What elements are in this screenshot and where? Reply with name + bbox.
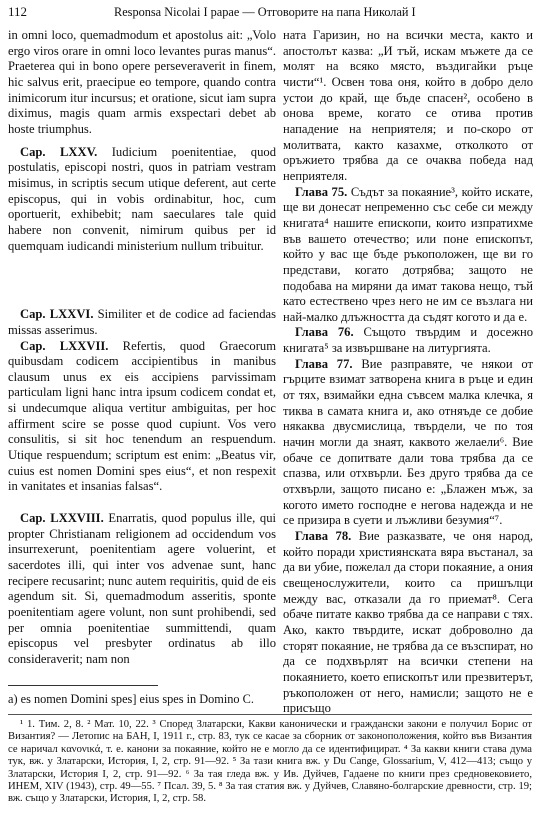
latin-chapter-75-heading: Cap. LXXV. xyxy=(20,144,98,159)
bulgarian-chapter-75-text: Съдът за покаяние³, който искате, ще ви донесат непременно със себе си между книгата⁴ нашите епископи, които изпратихме във вашето отечество; или поне епископът, който у вас ще бъде ръкоположен, ще ви го представи, когато дотрябва; защото не подобава на миряни да имат такова нещо, тъй като естествено чрез него не им се възлага ни най-малко длъжността да съдят когото и да е. xyxy=(283,184,533,324)
critical-apparatus-note: a) es nomen Domini spes] eius spes in Domino C. xyxy=(8,692,254,706)
latin-column xyxy=(8,28,276,668)
bulgarian-chapter-76-text: Същото твърдим и досежно книгата⁵ за извършване на литургията. xyxy=(283,325,533,356)
bulgarian-chapter-77-heading: Глава 77. xyxy=(295,356,353,371)
footnote-separator xyxy=(8,714,532,715)
footnote-block: ¹ 1. Тим. 2, 8. ² Мат. 10, 22. ³ Според Златарски, Какви канонически и граждански закони е получил Борис от Византия? — Летопис на БАН, I, 1911 г., стр. 83, тук се касае за сборник от законоположения, който във Византия се наричал κανονικά, т. е. канони за покаяние, който не е могло да се идентифицират. ⁴ За какви книги става дума тук, вж. у Златарски, История, I, 2, стр. 91—92. ⁵ За тази книга вж. у Du Cange, Glossarium, V, 412—413; също у Златарски, История I, 2, стр. 91—92. ⁶ За тая гледа вж. у Ив. Дуйчев, Гадаене по книги през средновековието, ИНЕМ, XIV (1943), стр. 49—55. ⁷ Псал. 39, 5. ⁸ За тая статия вж. у Дуйчев, Славяно-болгарские древности, стр. 19; вж. също у Златарски, История, I, 2, стр. 58. xyxy=(8,719,532,805)
running-title: Responsa Nicolai I papae — Отговорите на папа Николай I xyxy=(114,5,416,19)
bulgarian-chapter-78-text: Вие разказвате, че оня народ, който поради християнската вяра въстанал, за да ви убие, пожелал да стори покаяние, а ония свещенослужители, които са пришълци между вас, отказали да го приемат⁸. Сега обаче питате какво трябва да се направи с тях. Ако, както твърдите, искат доброволно да сторят покаяние, не трябва да се възспират, но да се подхвърлят на всички степени на покаянието, което епископът или презвитерът, ръкоположен от него, намисли; защото не е присъщо xyxy=(283,529,533,716)
latin-chapter-76 xyxy=(8,307,276,338)
latin-chapter-78 xyxy=(8,511,276,668)
bulgarian-chapter-75-heading: Глава 75. xyxy=(295,184,348,199)
latin-chapter-77-heading: Cap. LXXVII. xyxy=(20,338,109,353)
bulgarian-chapter-75 xyxy=(283,185,533,326)
latin-chapter-75-text: Iudicium poenitentiae, quod postulatis, episcopi nostri, quos in patriam vestram misimus, in scriptis secum utique deferent, aut certe episcopus, qui in vobis ordinabitur, hoc, cum oportuerit, exhibebit; nam saeculares tale quid habere non convenit, nimirum quibus per id quemquam iudicandi ministerium nullum tribuitur. xyxy=(8,144,276,253)
latin-chapter-77-text: Refertis, quod Graecorum quibusdam codicem accipientibus in manibus clausum unus ex eis accipiens parvissimam particulam ligni hanc intra ipsum codicem condat et, si undecumque aliqua vertitur ambiguitas, per hoc affirment scire se posse quod cupiunt. Vos vero consulitis, si sit hoc tenendum an respuendum. Utique respuendum; scriptum est enim: „Beatus vir, cuius est nomen Domini spes eius“, et non respexit in vanitates et insanias falsas“. xyxy=(8,338,276,494)
latin-chapter-78-heading: Cap. LXXVIII. xyxy=(20,511,104,526)
bulgarian-paragraph-intro: ната Гаризин, но на всички места, както и апостолът казва: „И тъй, искам мъжете да се молят на всяко място, въздигайки ръце чисти“¹. Освен това оня, който в добро дело устои до край, ще бъде спасен², особено в онова време, когато се отива против нападение на неприятеля; и по-скоро от молитвата, както казахме, отколкото от оръжието трябва да се очаква победа над неприятеля. xyxy=(283,28,533,183)
latin-chapter-76-text: Similiter et de codice ad faciendas missas asserimus. xyxy=(8,307,276,337)
latin-paragraph-intro: in omni loco, quemadmodum et apostolus ait: „Volo ergo viros orare in omni loco levantes puras manus“. Praeterea qui in bono opere perseveraverit in finem, hic salvus erit, praecipue eo tempore, quando contra inimicorum itur incursus; et oratione, sicut iam supra diximus, magis quam armis exspectari debet ab hoste triumphus. xyxy=(8,28,276,136)
bulgarian-chapter-78-heading: Глава 78. xyxy=(295,529,352,543)
bulgarian-chapter-76-heading: Глава 76. xyxy=(295,325,354,340)
latin-chapter-75 xyxy=(8,145,276,255)
latin-chapter-77 xyxy=(8,339,276,496)
footnotes xyxy=(8,719,532,806)
bulgarian-chapter-78 xyxy=(283,529,533,717)
bulgarian-column xyxy=(283,28,533,717)
page-header xyxy=(8,3,532,21)
bulgarian-chapter-77-text: Вие разправяте, че някои от гърците взимат затворена книга в ръце и един от тях, взимайки една съвсем малка клечка, я тиква в самата книга и, ако отняъде се добие някаква двусмислица, твърдели, че по тоя начин могли да знаят, каквото желаели⁶. Вие обаче се допитвате дали това трябва да се спазва, или отхвърли. Без друго трябва да се отхвърли, защото писано е: „Блажен мъж, за когото името господне е негова надежда и не се призира в суети и лъжливи безумия“⁷. xyxy=(283,356,533,528)
apparatus-separator xyxy=(8,685,158,686)
latin-chapter-76-heading: Cap. LXXVI. xyxy=(20,307,94,322)
bulgarian-chapter-77 xyxy=(283,357,533,529)
bulgarian-chapter-76 xyxy=(283,325,533,356)
latin-chapter-78-text: Enarratis, quod populus ille, qui propter Christianam religionem ad occidendum vos insurrexerunt, poenitentiam agere voluerint, et sacerdotes illi, qui inter vos advenae sunt, hanc recipere recusarint; nunc autem requiritis, quid de eis agendum sit. Si, quemadmodum asseritis, sponte poenitentiam agere volunt, non sunt prohibendi, sed per omnia poenitentiae summittendi, quam episcopus vel presbyter ordinatus ab illo consideraverit; nam non xyxy=(8,511,276,666)
page-number: 112 xyxy=(8,4,28,19)
